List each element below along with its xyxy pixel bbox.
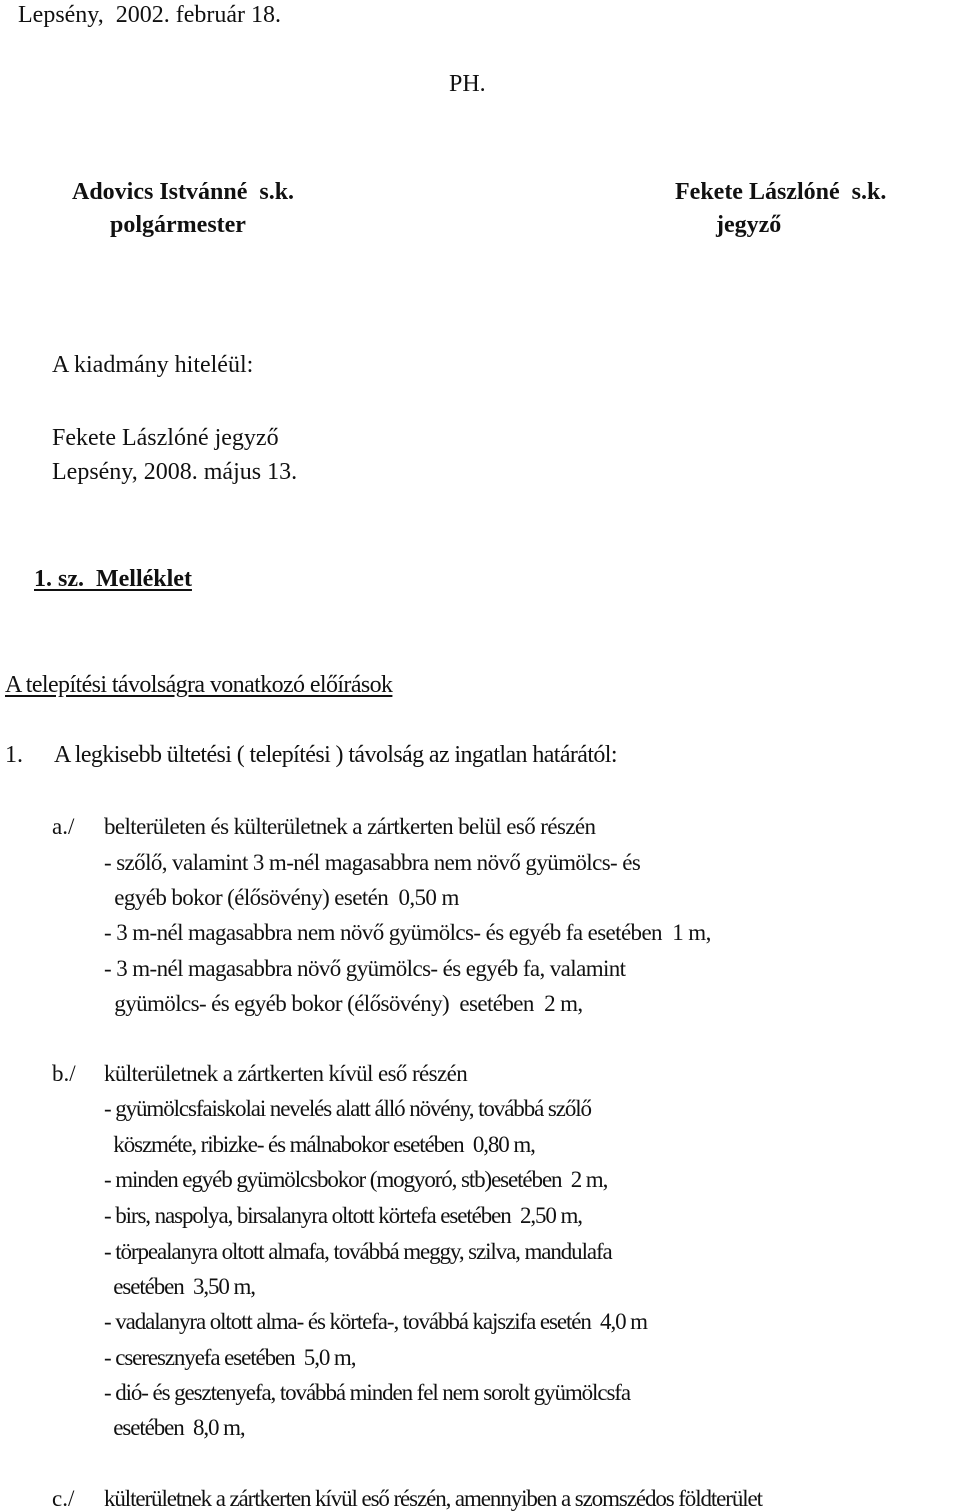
section-number: 1. [5,742,23,768]
item-a-line: - 3 m-nél magasabbra nem növő gyümölcs- és egyéb fa esetében 1 m, [104,920,711,945]
item-b-line: - törpealanyra oltott almafa, továbbá meggy, szilva, mandulafa [104,1239,612,1264]
place-date: Lepsény, 2002. február 18. [18,2,282,28]
mayor-title: polgármester [110,212,246,238]
notary-title: jegyző [716,212,782,238]
item-c-heading: külterületnek a zártkerten kívül eső részén, amennyiben a szomszédos földterület [104,1486,762,1511]
section-heading: A legkisebb ültetési ( telepítési ) távolság az ingatlan határától: [54,742,617,768]
item-a-line: - 3 m-nél magasabbra növő gyümölcs- és egyéb fa, valamint [104,956,626,981]
item-a-line: egyéb bokor (élősövény) esetén 0,50 m [104,885,459,910]
item-a-heading: belterületen és külterületnek a zártkerten belül eső részén [104,814,596,839]
certification-label: A kiadmány hiteléül: [52,352,254,378]
notary-name: Fekete Lászlóné s.k. [675,179,887,205]
mayor-name: Adovics Istvánné s.k. [72,179,295,205]
item-b-heading: külterületnek a zártkerten kívül eső részén [104,1061,468,1086]
stamp-mark: PH. [449,71,486,97]
certification-place-date: Lepsény, 2008. május 13. [52,459,298,485]
item-b-line: köszméte, ribizke- és málnabokor esetében 0,80 m, [104,1132,535,1157]
item-a-line: - szőlő, valamint 3 m-nél magasabbra nem növő gyümölcs- és [104,850,641,875]
item-b-line: - cseresznyefa esetében 5,0 m, [104,1345,356,1370]
item-c-marker: c./ [52,1486,75,1511]
item-b-line: - birs, naspolya, birsalanyra oltott körtefa esetében 2,50 m, [104,1203,582,1228]
item-b-line: - vadalanyra oltott alma- és körtefa-, továbbá kajszifa esetén 4,0 m [104,1309,647,1334]
item-b-line: - gyümölcsfaiskolai nevelés alatt álló növény, továbbá szőlő [104,1096,591,1121]
certification-name: Fekete Lászlóné jegyző [52,425,279,451]
item-a-marker: a./ [52,814,75,839]
item-b-line: - minden egyéb gyümölcsbokor (mogyoró, stb)esetében 2 m, [104,1167,608,1192]
item-a-line: gyümölcs- és egyéb bokor (élősövény) esetében 2 m, [104,991,583,1016]
item-b-line: esetében 3,50 m, [104,1274,255,1299]
item-b-marker: b./ [52,1061,76,1086]
item-b-line: - dió- és gesztenyefa, továbbá minden fel nem sorolt gyümölcsfa [104,1380,630,1405]
annex-subtitle: A telepítési távolságra vonatkozó előírások [5,672,393,698]
item-b-line: esetében 8,0 m, [104,1415,245,1440]
annex-title: 1. sz. Melléklet [34,566,192,592]
